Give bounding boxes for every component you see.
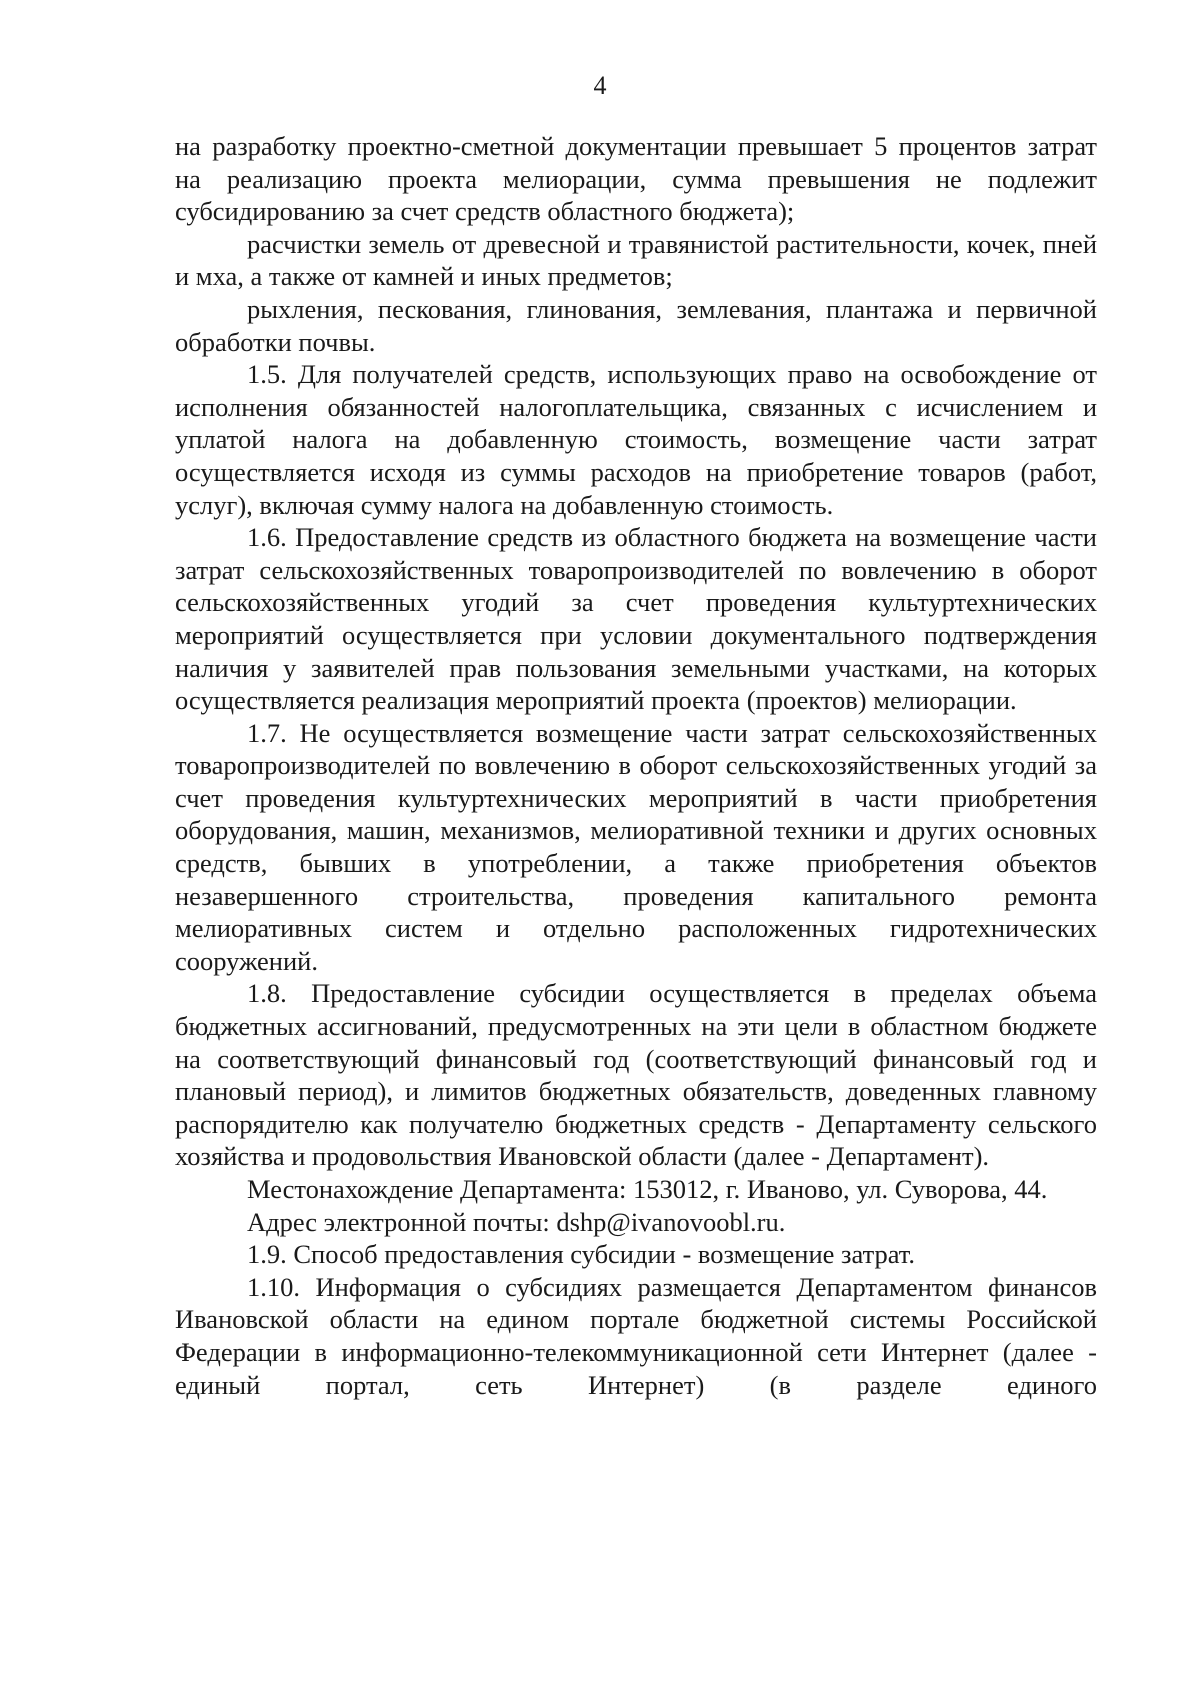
paragraph-1-8: 1.8. Предоставление субсидии осуществляется в пределах объема бюджетных ассигнований, предусмотренных на эти цели в областном бюджете на соответствующий финансовый год (соответствующий финансовый год и плановый период), и лимитов бюджетных обязательств, доведенных главному распорядителю как получателю бюджетных средств - Департаменту сельского хозяйства и продовольствия Ивановской области (далее - Департамент). — [175, 978, 1097, 1172]
department-location: Местонахождение Департамента: 153012, г. Иваново, ул. Суворова, 44. — [247, 1174, 1048, 1204]
paragraph-1-6: 1.6. Предоставление средств из областного бюджета на возмещение части затрат сельскохозяйственных товаропроизводителей по вовлечению в оборот сельскохозяйственных угодий за счет проведения культуртехнических мероприятий осуществляется при условии документального подтверждения наличия у заявителей прав пользования земельными участками, на которых осуществляется реализация мероприятий проекта (проектов) мелиорации. — [175, 522, 1097, 716]
paragraph-1-7: 1.7. Не осуществляется возмещение части затрат сельскохозяйственных товаропроизводителей по вовлечению в оборот сельскохозяйственных угодий за счет проведения культуртехнических мероприятий в части приобретения оборудования, машин, механизмов, мелиоративной техники и других основных средств, бывших в употреблении, а также приобретения объектов незавершенного строительства, проведения капитального ремонта мелиоративных систем и отдельно расположенных гидротехнических сооружений. — [175, 717, 1097, 976]
paragraph-1-10: 1.10. Информация о субсидиях размещается Департаментом финансов Ивановской области на едином портале бюджетной системы Российской Федерации в информационно-телекоммуникационной сети Интернет (далее - единый портал, сеть Интернет) (в разделе единого — [175, 1271, 1097, 1400]
paragraph-1-9: 1.9. Способ предоставления субсидии - возмещение затрат. — [247, 1239, 916, 1270]
paragraph-1-4-continuation: на разработку проектно-сметной документации превышает 5 процентов затрат на реализацию проекта мелиорации, сумма превышения не подлежит субсидированию за счет средств областного бюджета); — [175, 131, 1097, 227]
department-email: Адрес электронной почты: dshp@ivanovoobl.ru. — [247, 1206, 786, 1237]
document-body — [175, 130, 1097, 1401]
paragraph-1-5: 1.5. Для получателей средств, использующих право на освобождение от исполнения обязанностей налогоплательщика, связанных с исчислением и уплатой налога на добавленную стоимость, возмещение части затрат осуществляется исходя из суммы расходов на приобретение товаров (работ, услуг), включая сумму налога на добавленную стоимость. — [175, 359, 1097, 520]
page-number: 4 — [593, 71, 607, 100]
list-item-loosening: рыхления, пескования, глинования, землевания, плантажа и первичной обработки почвы. — [175, 293, 1097, 357]
list-item-clearing: расчистки земель от древесной и травянистой растительности, кочек, пней и мха, а также от камней и иных предметов; — [175, 228, 1097, 292]
